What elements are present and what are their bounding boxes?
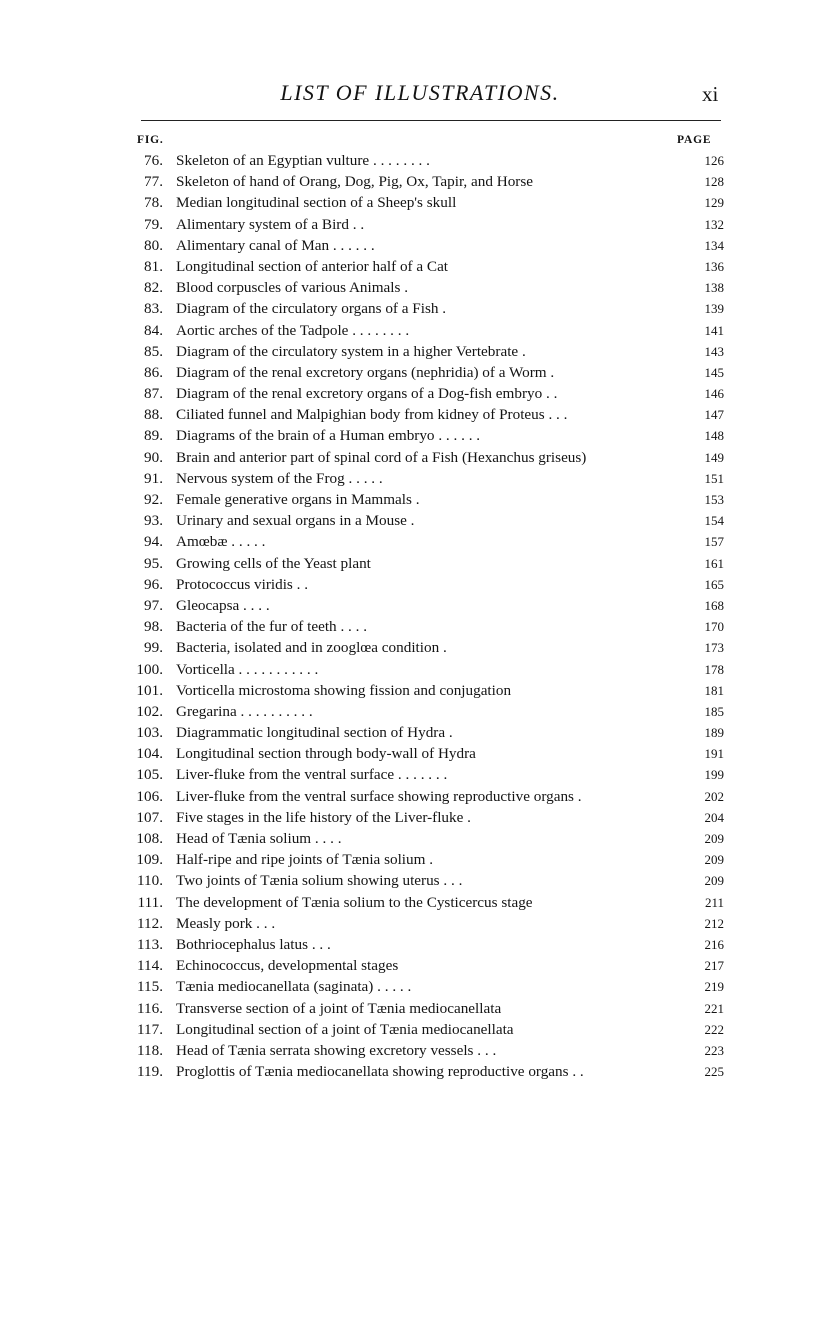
figure-number: 105.: [136, 766, 163, 784]
list-item: [0, 659, 840, 680]
figure-number: 116.: [136, 999, 163, 1017]
list-item: [0, 383, 840, 404]
list-item: [0, 553, 840, 574]
figure-number: 106.: [136, 787, 163, 805]
figure-number: 79.: [144, 215, 163, 233]
figure-page: 199: [704, 767, 724, 783]
figure-number: 98.: [144, 618, 163, 636]
figure-number: 90.: [144, 448, 163, 466]
figure-title: Vorticella microstoma showing fission and conjugation: [176, 681, 512, 699]
list-item: [0, 870, 840, 891]
figure-number: 104.: [136, 745, 163, 763]
figure-page: 141: [704, 322, 724, 338]
figure-page: 148: [704, 428, 724, 444]
figure-page: 146: [704, 386, 724, 402]
figure-page: 178: [704, 661, 724, 677]
figure-page: 211: [704, 894, 724, 910]
figure-number: 97.: [144, 596, 163, 614]
figure-number: 78.: [144, 194, 163, 212]
figure-title: Tænia mediocanellata (saginata) . . . . .: [176, 978, 412, 996]
figure-title: Vorticella . . . . . . . . . . .: [176, 660, 319, 678]
figure-page: 209: [704, 852, 724, 868]
figure-title: Alimentary system of a Bird . .: [176, 215, 365, 233]
figure-page: 225: [704, 1064, 724, 1080]
list-item: [0, 955, 840, 976]
list-item: [0, 786, 840, 807]
figure-page: 168: [704, 597, 724, 613]
list-item: [0, 404, 840, 425]
figure-number: 113.: [136, 935, 163, 953]
list-item: [0, 320, 840, 341]
figure-number: 91.: [144, 469, 163, 487]
list-item: [0, 531, 840, 552]
figure-page: 181: [704, 682, 724, 698]
list-item: [0, 595, 840, 616]
list-item: [0, 298, 840, 319]
figure-number: 99.: [144, 639, 163, 657]
list-item: [0, 362, 840, 383]
figure-number: 103.: [136, 724, 163, 742]
figure-page: 219: [704, 979, 724, 995]
figure-title: Growing cells of the Yeast plant: [176, 554, 371, 572]
figure-page: 189: [704, 725, 724, 741]
figure-number: 110.: [136, 872, 163, 890]
figure-title: Skeleton of an Egyptian vulture . . . . . . . .: [176, 152, 430, 169]
figure-title: Urinary and sexual organs in a Mouse .: [176, 512, 415, 530]
figure-number: 117.: [136, 1020, 163, 1038]
figure-page: 170: [704, 619, 724, 635]
list-item: [0, 722, 840, 743]
figure-page: 202: [704, 788, 724, 804]
list-item: [0, 849, 840, 870]
figure-title: Aortic arches of the Tadpole . . . . . . . .: [176, 321, 410, 339]
figure-title: The development of Tænia solium to the Cysticercus stage: [176, 893, 533, 911]
list-item: [0, 192, 840, 213]
figure-page: 157: [704, 534, 724, 550]
figure-page: 134: [704, 237, 724, 253]
figure-page: 153: [704, 492, 724, 507]
figure-page: 132: [704, 216, 724, 232]
list-item: [0, 998, 840, 1019]
list-item: [0, 828, 840, 849]
list-item: [0, 976, 840, 997]
figure-number: 95.: [144, 554, 163, 572]
figure-number: 101.: [136, 681, 163, 699]
figure-page: 154: [704, 513, 724, 529]
figure-page: 147: [704, 407, 724, 423]
figure-title: Diagrams of the brain of a Human embryo . . . . . .: [176, 427, 481, 445]
figure-title: Gregarina . . . . . . . . . .: [176, 702, 313, 720]
figure-page: 209: [704, 873, 724, 889]
figure-number: 111.: [137, 893, 163, 911]
figure-number: 92.: [144, 491, 163, 508]
list-item: [0, 256, 840, 277]
figure-page: 143: [704, 343, 724, 359]
list-item: [0, 425, 840, 446]
figure-number: 119.: [136, 1063, 163, 1081]
figure-page: 212: [704, 915, 724, 931]
figure-number: 118.: [136, 1041, 163, 1059]
figure-page: 191: [704, 746, 724, 762]
figure-title: Echinococcus, developmental stages: [176, 957, 399, 975]
figure-page: 165: [704, 576, 724, 592]
figure-title: Head of Tænia serrata showing excretory vessels . . .: [176, 1041, 497, 1059]
figure-title: Diagram of the circulatory organs of a Fish .: [176, 300, 447, 318]
figure-page: 173: [704, 640, 724, 656]
list-item: [0, 574, 840, 595]
figure-page: 185: [704, 703, 724, 719]
figure-number: 94.: [144, 533, 163, 551]
figure-page: 129: [704, 195, 724, 211]
figure-title: Diagram of the renal excretory organs of a Dog-fish embryo . .: [176, 385, 558, 403]
figure-number: 96.: [144, 575, 163, 593]
list-item: [0, 510, 840, 531]
figure-title: Half-ripe and ripe joints of Tænia solium .: [176, 851, 434, 869]
page-column-heading: PAGE: [677, 134, 712, 146]
figure-title: Transverse section of a joint of Tænia mediocanellata: [176, 999, 502, 1017]
figure-title: Measly pork . . .: [176, 914, 276, 932]
figure-title: Proglottis of Tænia mediocanellata showing reproductive organs . .: [176, 1063, 584, 1081]
figure-title: Liver-fluke from the ventral surface showing reproductive organs .: [176, 787, 582, 805]
figure-number: 93.: [144, 512, 163, 530]
figure-number: 77.: [144, 173, 163, 191]
figure-title: Nervous system of the Frog . . . . .: [176, 469, 383, 487]
figure-page: 136: [704, 258, 724, 274]
figure-title: Alimentary canal of Man . . . . . .: [176, 236, 375, 254]
figure-number: 102.: [136, 702, 163, 720]
list-item: [0, 637, 840, 658]
figure-title: Female generative organs in Mammals .: [176, 491, 420, 508]
list-item: [0, 468, 840, 489]
figure-title: Longitudinal section of a joint of Tænia mediocanellata: [176, 1020, 514, 1038]
figure-number: 108.: [136, 830, 163, 847]
fig-column-heading: FIG.: [137, 134, 164, 146]
figure-number: 112.: [136, 914, 163, 932]
figure-page: 216: [704, 936, 724, 952]
figure-title: Two joints of Tænia solium showing uterus . . .: [176, 872, 463, 890]
figure-page: 221: [704, 1000, 724, 1016]
figure-page: 145: [704, 364, 724, 380]
figure-number: 81.: [144, 257, 163, 275]
figure-title: Amœbæ . . . . .: [176, 533, 266, 551]
list-item: [0, 150, 840, 171]
figure-page: 209: [704, 831, 724, 846]
figure-title: Bacteria of the fur of teeth . . . .: [176, 618, 368, 636]
figure-number: 85.: [144, 342, 163, 360]
figure-page: 204: [704, 809, 724, 825]
figure-title: Longitudinal section through body-wall of Hydra: [176, 745, 476, 763]
figure-number: 107.: [136, 808, 163, 826]
figure-number: 109.: [136, 851, 163, 869]
figure-title: Diagram of the renal excretory organs (nephridia) of a Worm .: [176, 363, 555, 381]
list-item: [0, 277, 840, 298]
figure-page: 128: [704, 174, 724, 190]
running-title: LIST OF ILLUSTRATIONS.: [280, 80, 560, 105]
list-item: [0, 934, 840, 955]
list-item: [0, 489, 840, 510]
list-item: [0, 701, 840, 722]
figure-title: Median longitudinal section of a Sheep's skull: [176, 194, 457, 212]
figure-number: 76.: [144, 152, 163, 169]
list-item: [0, 764, 840, 785]
figure-number: 82.: [144, 279, 163, 297]
list-item: [0, 743, 840, 764]
figure-number: 88.: [144, 406, 163, 424]
figure-number: 84.: [144, 321, 163, 339]
list-item: [0, 1040, 840, 1061]
list-item: [0, 807, 840, 828]
figure-number: 100.: [136, 660, 163, 678]
figure-title: Protococcus viridis . .: [176, 575, 309, 593]
figure-number: 89.: [144, 427, 163, 445]
figure-page: 161: [704, 555, 724, 571]
figure-page: 217: [704, 958, 724, 974]
figure-page: 149: [704, 449, 724, 465]
figure-page: 138: [704, 280, 724, 296]
list-item: [0, 913, 840, 934]
list-item: [0, 447, 840, 468]
list-item: [0, 680, 840, 701]
figure-page: 222: [704, 1021, 724, 1037]
list-item: [0, 1019, 840, 1040]
figure-title: Gleocapsa . . . .: [176, 596, 270, 614]
figure-title: Blood corpuscles of various Animals .: [176, 279, 409, 297]
figure-number: 80.: [144, 236, 163, 254]
figure-title: Ciliated funnel and Malpighian body from kidney of Proteus . . .: [176, 406, 568, 424]
figure-title: Five stages in the life history of the Liver-fluke .: [176, 808, 471, 826]
page-number: xi: [702, 82, 719, 106]
figure-title: Bacteria, isolated and in zooglœa condition .: [176, 639, 447, 657]
figure-number: 114.: [136, 957, 163, 975]
illustrations-list: [0, 150, 840, 1082]
figure-page: 151: [704, 470, 724, 486]
list-item: [0, 214, 840, 235]
figure-page: 126: [704, 153, 724, 168]
figure-number: 83.: [144, 300, 163, 318]
figure-title: Liver-fluke from the ventral surface . . . . . . .: [176, 766, 448, 784]
list-item: [0, 341, 840, 362]
list-item: [0, 171, 840, 192]
figure-title: Brain and anterior part of spinal cord of a Fish (Hexanchus griseus): [176, 448, 587, 466]
header-rule: [141, 120, 721, 121]
figure-title: Longitudinal section of anterior half of a Cat: [176, 257, 449, 275]
list-item: [0, 892, 840, 913]
figure-number: 86.: [144, 363, 163, 381]
figure-title: Diagram of the circulatory system in a higher Vertebrate .: [176, 342, 526, 360]
figure-number: 115.: [136, 978, 163, 996]
figure-title: Bothriocephalus latus . . .: [176, 935, 331, 953]
figure-title: Diagrammatic longitudinal section of Hydra .: [176, 724, 453, 742]
figure-page: 139: [704, 301, 724, 317]
list-item: [0, 1061, 840, 1082]
figure-page: 223: [704, 1042, 724, 1058]
figure-title: Skeleton of hand of Orang, Dog, Pig, Ox, Tapir, and Horse: [176, 173, 534, 191]
figure-number: 87.: [144, 385, 163, 403]
list-item: [0, 235, 840, 256]
list-item: [0, 616, 840, 637]
figure-title: Head of Tænia solium . . . .: [176, 830, 342, 847]
